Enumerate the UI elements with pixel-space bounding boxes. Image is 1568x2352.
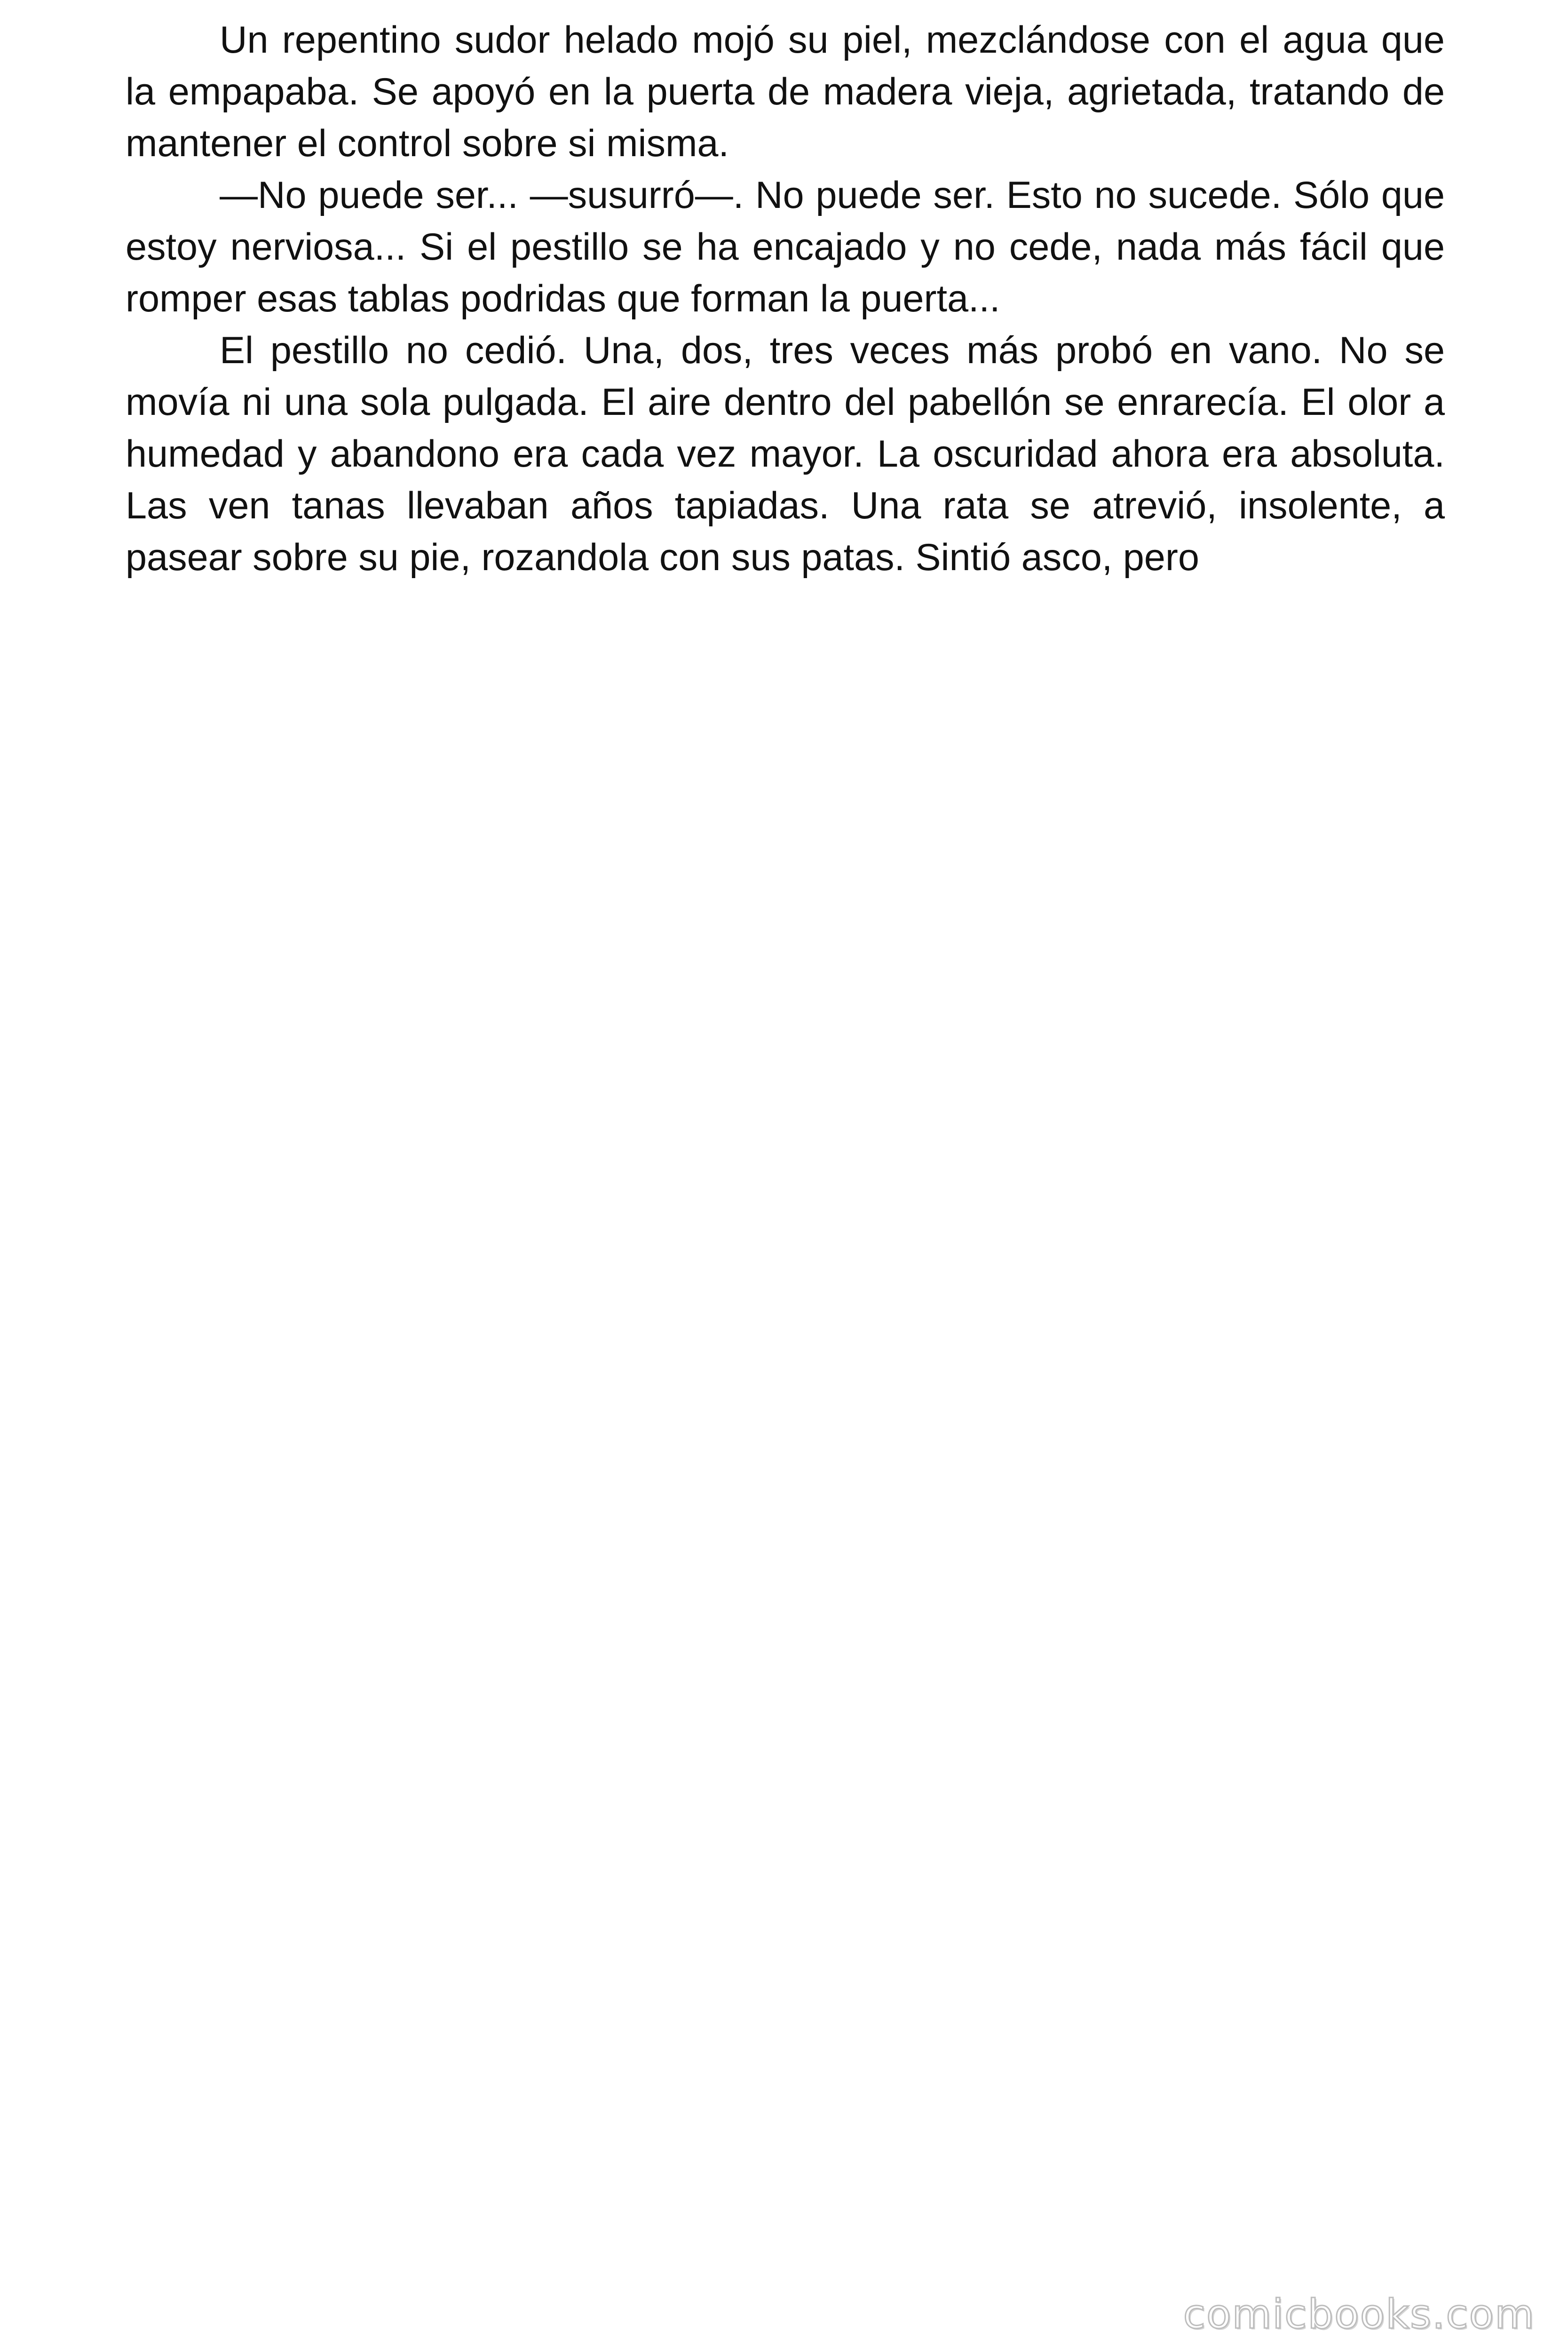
paragraph-1: Un repentino sudor helado mojó su piel, mezclándose con el agua que la empapaba. Se apoyó en la puerta de madera vieja, agrietada, tratando de mantener el control sobre si misma. [126, 19, 1445, 165]
watermark-logo: comicbooks.com [1183, 2291, 1535, 2338]
paragraph-3: El pestillo no cedió. Una, dos, tres veces más probó en vano. No se movía ni una sola pulgada. El aire dentro del pabellón se enrarecía. El olor a humedad y abandono era cada vez mayor. La oscuridad ahora era absoluta. Las ven tanas llevaban años tapiadas. Una rata se atrevió, insolente, a pasear sobre su pie, rozandola con sus patas. Sintió asco, pero [126, 329, 1445, 579]
page-text [126, 14, 1445, 583]
paragraph-2: —No puede ser... —susurró—. No puede ser. Esto no sucede. Sólo que estoy nerviosa... Si el pestillo se ha encajado y no cede, nada más fácil que romper esas tablas podridas que forman la puerta... [126, 174, 1445, 320]
